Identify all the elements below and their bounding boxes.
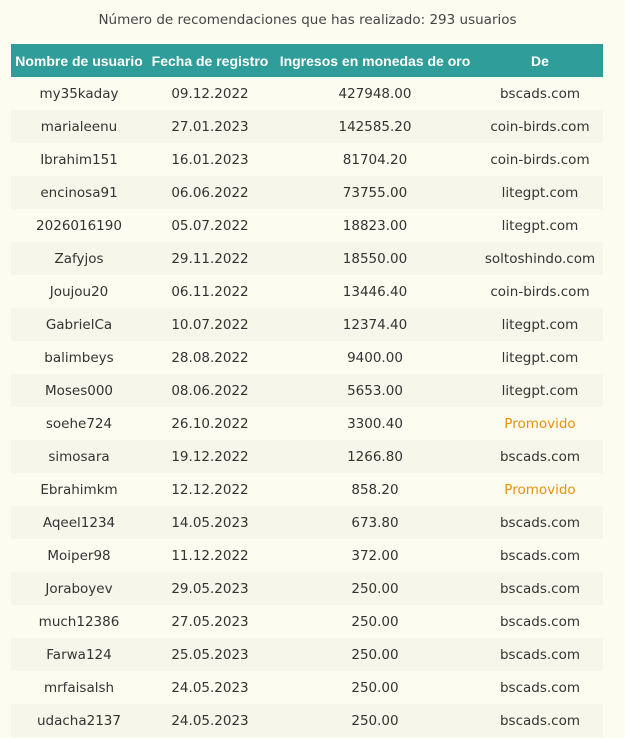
cell-source: litegpt.com bbox=[477, 374, 603, 407]
table-row bbox=[11, 605, 603, 638]
cell-username: mrfaisalsh bbox=[43, 679, 115, 696]
cell-date: 19.12.2022 bbox=[147, 440, 273, 473]
cell-source: bscads.com bbox=[499, 679, 581, 696]
cell-income: 5653.00 bbox=[273, 374, 477, 407]
cell-income: 673.80 bbox=[273, 506, 477, 539]
table-body bbox=[11, 77, 603, 737]
cell-income: 9400.00 bbox=[347, 349, 403, 366]
cell-username: udacha2137 bbox=[11, 704, 147, 737]
cell-income: 73755.00 bbox=[273, 176, 477, 209]
cell-source: bscads.com bbox=[477, 572, 603, 605]
cell-source: bscads.com bbox=[477, 440, 603, 473]
table-row bbox=[11, 506, 603, 539]
table-row bbox=[11, 143, 603, 176]
table-row bbox=[11, 638, 603, 671]
cell-username: Moses000 bbox=[11, 374, 147, 407]
referrals-summary: Número de recomendaciones que has realizado: 293 usuarios bbox=[98, 12, 517, 28]
table-row bbox=[11, 275, 603, 308]
table-row bbox=[11, 407, 603, 440]
cell-date: 14.05.2023 bbox=[147, 506, 273, 539]
cell-income: 250.00 bbox=[273, 572, 477, 605]
cell-source: coin-birds.com bbox=[490, 151, 590, 168]
cell-source: litegpt.com bbox=[477, 176, 603, 209]
cell-source: litegpt.com bbox=[501, 217, 579, 234]
cell-income: 372.00 bbox=[351, 547, 399, 564]
cell-source: Promovido bbox=[504, 481, 576, 498]
cell-username: soehe724 bbox=[45, 415, 113, 432]
table-row bbox=[11, 176, 603, 209]
cell-date: 29.05.2023 bbox=[147, 572, 273, 605]
cell-income: 250.00 bbox=[273, 704, 477, 737]
cell-income: 81704.20 bbox=[342, 151, 408, 168]
table-row bbox=[11, 77, 603, 110]
cell-date: 09.12.2022 bbox=[171, 85, 249, 102]
cell-username: much12386 bbox=[38, 613, 120, 630]
cell-source: coin-birds.com bbox=[477, 110, 603, 143]
cell-income: 142585.20 bbox=[273, 110, 477, 143]
column-header-income: Ingresos en monedas de oro bbox=[273, 44, 477, 77]
cell-income: 12374.40 bbox=[273, 308, 477, 341]
table-row bbox=[11, 110, 603, 143]
cell-income: 250.00 bbox=[273, 638, 477, 671]
table-row bbox=[11, 374, 603, 407]
cell-username: Ebrahimkm bbox=[40, 481, 118, 498]
cell-date: 25.05.2023 bbox=[147, 638, 273, 671]
cell-source: litegpt.com bbox=[501, 349, 579, 366]
table-row bbox=[11, 209, 603, 242]
cell-date: 06.11.2022 bbox=[171, 283, 249, 300]
cell-source: bscads.com bbox=[477, 638, 603, 671]
cell-username: marialeenu bbox=[11, 110, 147, 143]
cell-date: 27.01.2023 bbox=[147, 110, 273, 143]
cell-username: Aqeel1234 bbox=[11, 506, 147, 539]
cell-source: bscads.com bbox=[499, 85, 581, 102]
table-row bbox=[11, 308, 603, 341]
cell-date: 05.07.2022 bbox=[171, 217, 249, 234]
cell-username: Ibrahim151 bbox=[40, 151, 118, 168]
cell-username: GabrielCa bbox=[11, 308, 147, 341]
cell-source: bscads.com bbox=[477, 704, 603, 737]
cell-income: 427948.00 bbox=[338, 85, 412, 102]
table-row bbox=[11, 671, 603, 704]
cell-date: 28.08.2022 bbox=[171, 349, 249, 366]
cell-date: 24.05.2023 bbox=[147, 704, 273, 737]
cell-date: 27.05.2023 bbox=[171, 613, 249, 630]
cell-username: simosara bbox=[11, 440, 147, 473]
cell-date: 16.01.2023 bbox=[171, 151, 249, 168]
cell-username: 2026016190 bbox=[36, 217, 122, 234]
cell-username: Farwa124 bbox=[11, 638, 147, 671]
table-row bbox=[11, 242, 603, 275]
cell-income: 3300.40 bbox=[347, 415, 403, 432]
cell-income: 18823.00 bbox=[342, 217, 408, 234]
cell-date: 10.07.2022 bbox=[147, 308, 273, 341]
cell-username: encinosa91 bbox=[11, 176, 147, 209]
cell-date: 12.12.2022 bbox=[171, 481, 249, 498]
cell-income: 250.00 bbox=[351, 679, 399, 696]
table-row bbox=[11, 572, 603, 605]
cell-date: 29.11.2022 bbox=[147, 242, 273, 275]
table-row bbox=[11, 539, 603, 572]
column-header-source: De bbox=[477, 44, 603, 77]
cell-income: 858.20 bbox=[351, 481, 399, 498]
cell-source: Promovido bbox=[504, 415, 576, 432]
cell-income: 18550.00 bbox=[273, 242, 477, 275]
referrals-table bbox=[11, 44, 603, 737]
table-row bbox=[11, 341, 603, 374]
cell-date: 24.05.2023 bbox=[171, 679, 249, 696]
cell-income: 13446.40 bbox=[342, 283, 408, 300]
cell-source: soltoshindo.com bbox=[477, 242, 603, 275]
cell-source: litegpt.com bbox=[477, 308, 603, 341]
cell-username: my35kaday bbox=[39, 85, 119, 102]
cell-username: Joujou20 bbox=[49, 283, 109, 300]
table-row bbox=[11, 704, 603, 737]
table-row bbox=[11, 440, 603, 473]
cell-source: bscads.com bbox=[499, 613, 581, 630]
cell-username: balimbeys bbox=[44, 349, 114, 366]
cell-income: 1266.80 bbox=[273, 440, 477, 473]
cell-source: bscads.com bbox=[499, 547, 581, 564]
cell-source: bscads.com bbox=[477, 506, 603, 539]
table-row bbox=[11, 473, 603, 506]
cell-date: 11.12.2022 bbox=[171, 547, 249, 564]
cell-income: 250.00 bbox=[351, 613, 399, 630]
cell-date: 08.06.2022 bbox=[147, 374, 273, 407]
cell-username: Moiper98 bbox=[47, 547, 111, 564]
cell-username: Zafyjos bbox=[11, 242, 147, 275]
column-header-registration-date: Fecha de registro bbox=[147, 44, 273, 77]
table-header-row bbox=[11, 44, 603, 77]
cell-source: coin-birds.com bbox=[490, 283, 590, 300]
cell-username: Joraboyev bbox=[11, 572, 147, 605]
column-header-username: Nombre de usuario bbox=[11, 44, 147, 77]
cell-date: 06.06.2022 bbox=[147, 176, 273, 209]
cell-date: 26.10.2022 bbox=[171, 415, 249, 432]
